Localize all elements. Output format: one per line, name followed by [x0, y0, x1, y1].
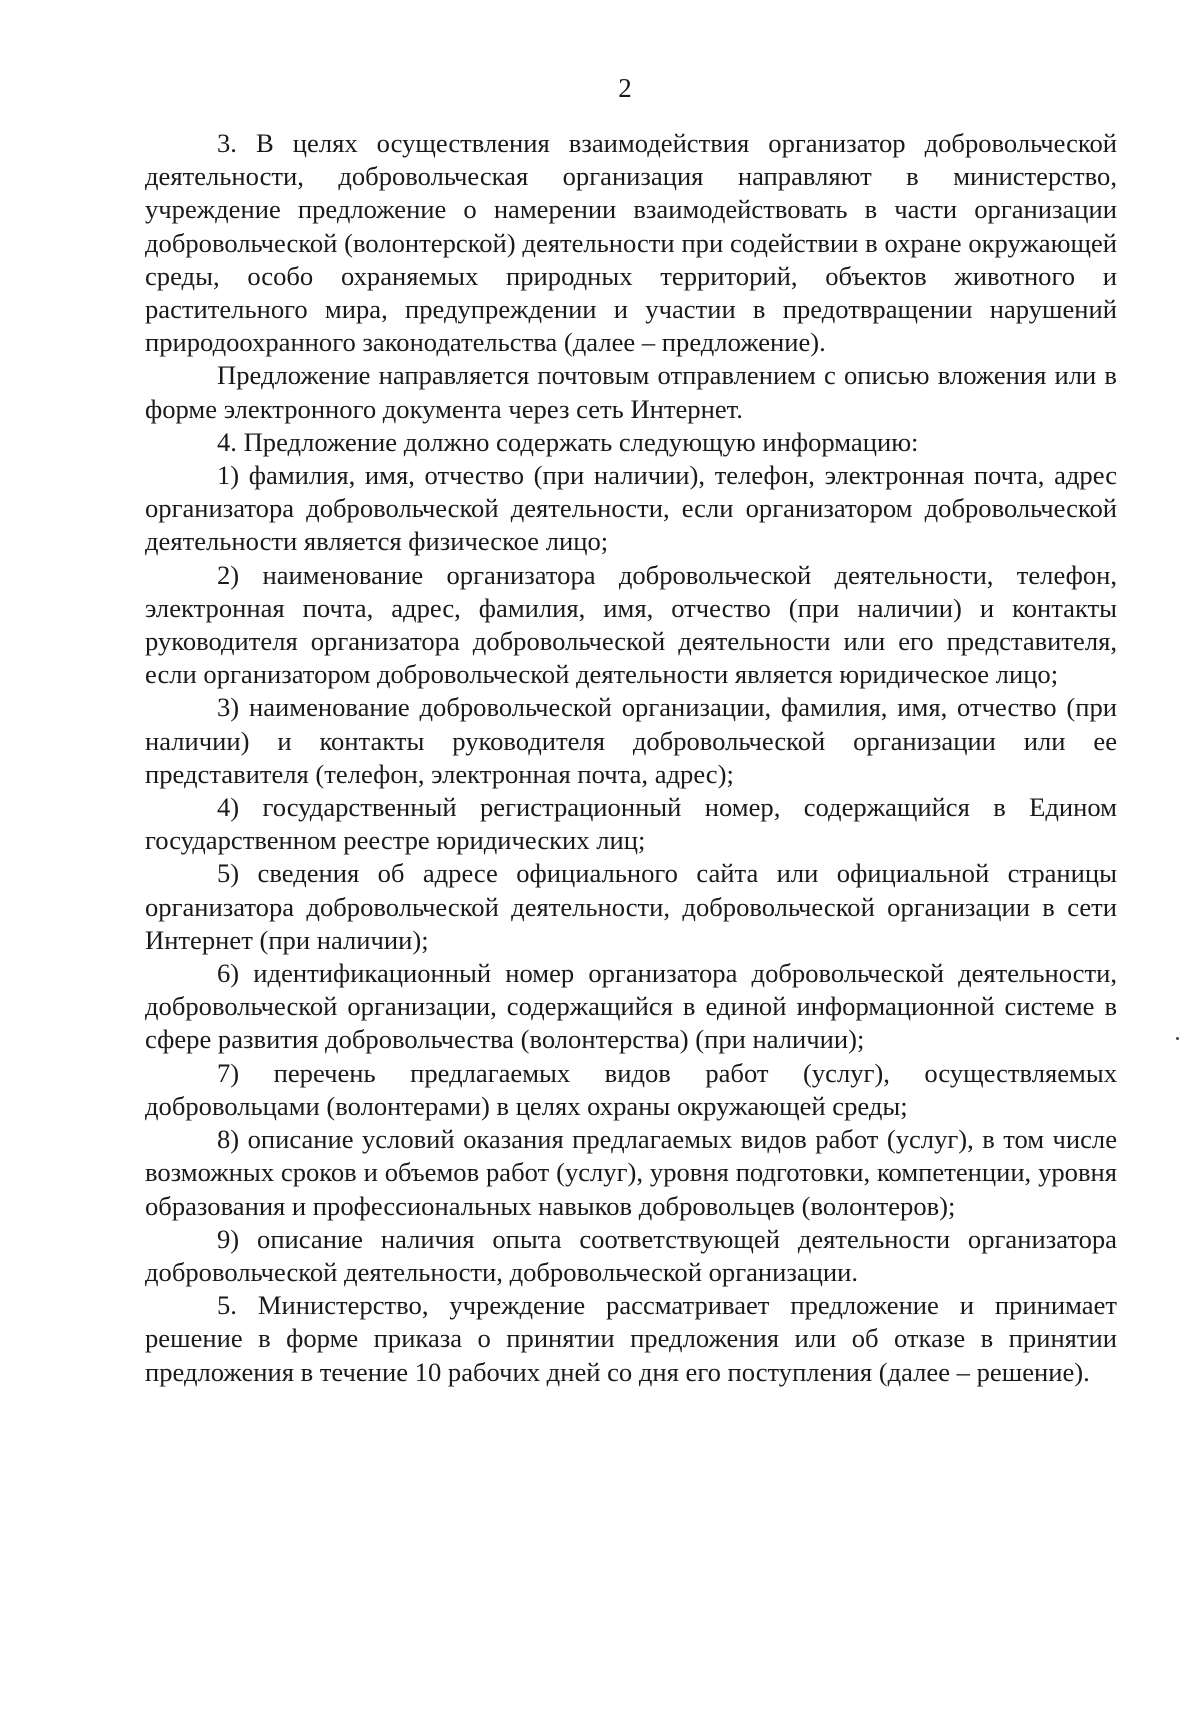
- paragraph-4-proposal-contents: 4. Предложение должно содержать следующую информацию:: [217, 426, 919, 457]
- scan-speck: [1176, 1037, 1179, 1040]
- paragraph-3-interaction-proposal: 3. В целях осуществления взаимодействия организатор добровольческой деятельности, добровольческая организация направляют в министерство, учреждение предложение о намерении взаимодействовать в части организации добровольческой (волонтерской) деятельности при содействии в охране окружающей среды, особо охраняемых природных территорий, объектов животного и растительного мира, предупреждении и участии в предотвращении нарушений природоохранного законодательства (далее – предложение).: [145, 128, 1117, 358]
- list-item-9: 9) описание наличия опыта соответствующей деятельности организатора добровольческой деятельности, добровольческой организации.: [145, 1223, 1117, 1287]
- paragraph-proposal-delivery: Предложение направляется почтовым отправлением с описью вложения или в форме электронного документа через сеть Интернет.: [145, 360, 1117, 424]
- list-item-7: 7) перечень предлагаемых видов работ (услуг), осуществляемых добровольцами (волонтерами) в целях охраны окружающей среды;: [145, 1057, 1117, 1121]
- list-item-5: 5) сведения об адресе официального сайта или официальной страницы организатора добровольческой деятельности, добровольческой организации в сети Интернет (при наличии);: [145, 858, 1117, 955]
- document-body: [145, 127, 1117, 1389]
- list-item-3: 3) наименование добровольческой организации, фамилия, имя, отчество (при наличии) и контакты руководителя добровольческой организации или ее представителя (телефон, электронная почта, адрес);: [145, 692, 1117, 789]
- list-item-1: 1) фамилия, имя, отчество (при наличии), телефон, электронная почта, адрес организатора добровольческой деятельности, если организатором добровольческой деятельности является физическое лицо;: [145, 460, 1117, 557]
- list-item-6: 6) идентификационный номер организатора добровольческой деятельности, добровольческой организации, содержащийся в единой информационной системе в сфере развития добровольчества (волонтерства) (при наличии);: [145, 958, 1117, 1055]
- paragraph-5-decision: 5. Министерство, учреждение рассматривает предложение и принимает решение в форме приказа о принятии предложения или об отказе в принятии предложения в течение 10 рабочих дней со дня его поступления (далее – решение).: [145, 1290, 1117, 1387]
- page-number: 2: [618, 73, 632, 103]
- list-item-8: 8) описание условий оказания предлагаемых видов работ (услуг), в том числе возможных сроков и объемов работ (услуг), уровня подготовки, компетенции, уровня образования и профессиональных навыков добровольцев (волонтеров);: [145, 1124, 1117, 1221]
- list-item-4: 4) государственный регистрационный номер, содержащийся в Едином государственном реестре юридических лиц;: [145, 792, 1117, 856]
- list-item-2: 2) наименование организатора добровольческой деятельности, телефон, электронная почта, адрес, фамилия, имя, отчество (при наличии) и контакты руководителя организатора добровольческой деятельности или его представителя, если организатором добровольческой деятельности является юридическое лицо;: [145, 559, 1117, 690]
